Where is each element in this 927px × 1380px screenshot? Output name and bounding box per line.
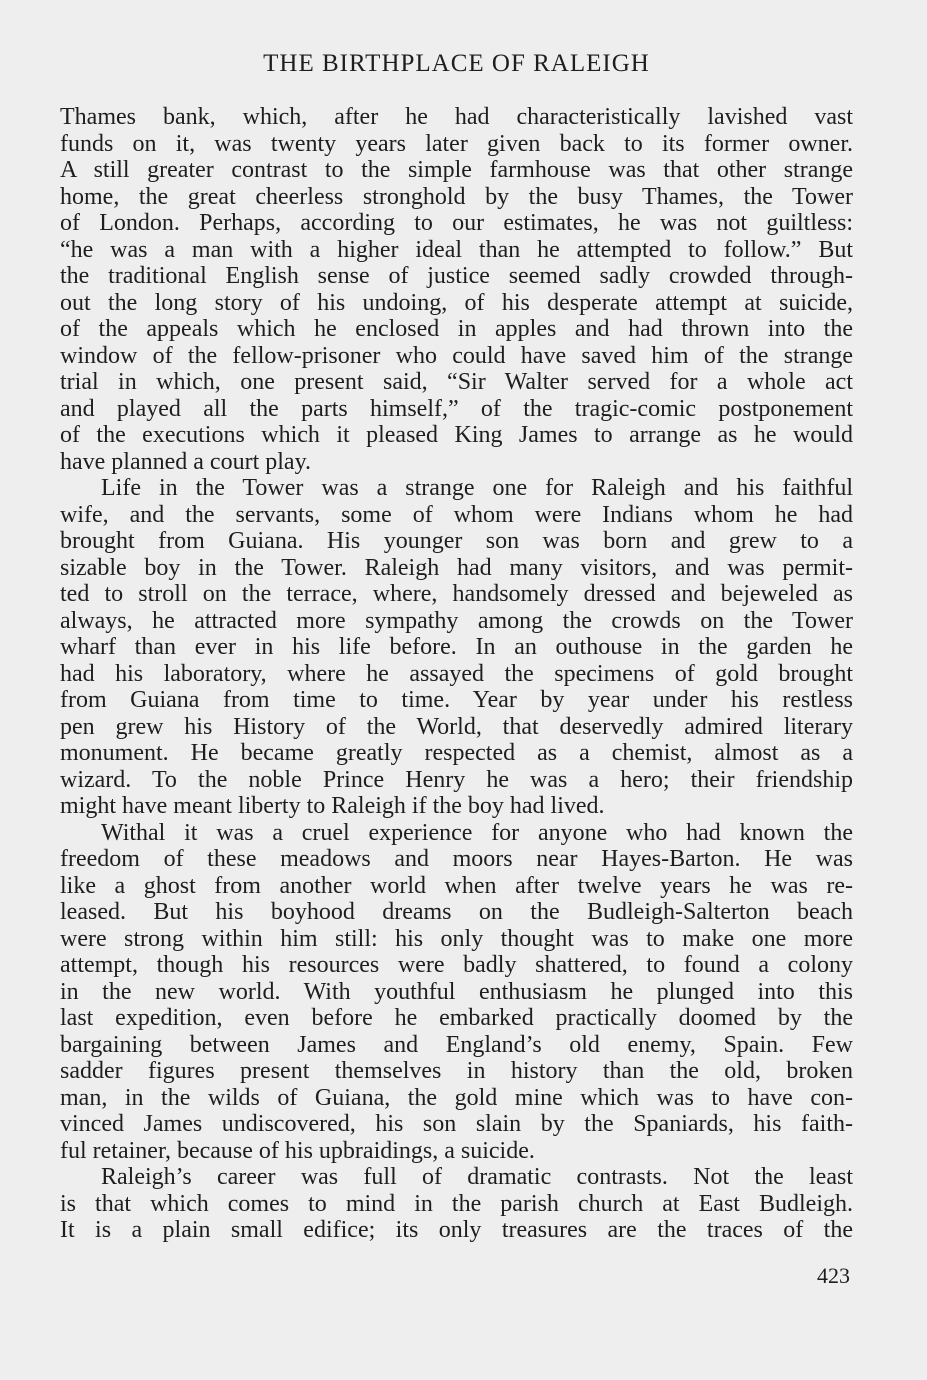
text-line: pen grew his History of the World, that deservedly admired literary xyxy=(60,713,853,740)
text-line: funds on it, was twenty years later given back to its former owner. xyxy=(60,130,853,157)
text-line: like a ghost from another world when after twelve years he was re- xyxy=(60,872,853,899)
text-line: out the long story of his undoing, of his desperate attempt at suicide, xyxy=(60,289,853,316)
text-line: vinced James undiscovered, his son slain by the Spaniards, his faith- xyxy=(60,1111,853,1137)
text-line: of London. Perhaps, according to our estimates, he was not guiltless: xyxy=(60,210,853,236)
text-line: leased. But his boyhood dreams on the Budleigh-Salterton beach xyxy=(60,899,853,925)
text-line: attempt, though his resources were badly shattered, to found a colony xyxy=(60,952,853,978)
text-line: home, the great cheerless stronghold by the busy Thames, the Tower xyxy=(60,183,853,210)
text-line: had his laboratory, where he assayed the specimens of gold brought xyxy=(60,660,853,687)
text-line: of the executions which it pleased King James to arrange as he would xyxy=(60,422,853,448)
text-line: sizable boy in the Tower. Raleigh had many visitors, and was permit- xyxy=(60,554,853,581)
text-line: man, in the wilds of Guiana, the gold mine which was to have con- xyxy=(60,1084,853,1111)
text-line: ful retainer, because of his upbraidings, a suicide. xyxy=(60,1137,535,1164)
text-line: freedom of these meadows and moors near Hayes-Barton. He was xyxy=(60,846,853,872)
text-line: window of the fellow-prisoner who could have saved him of the strange xyxy=(60,342,853,369)
text-line: wife, and the servants, some of whom were Indians whom he had xyxy=(60,501,853,528)
running-title: THE BIRTHPLACE OF RALEIGH xyxy=(263,50,650,77)
text-line: Thames bank, which, after he had characteristically lavished vast xyxy=(60,104,853,130)
text-line: the traditional English sense of justice seemed sadly crowded through- xyxy=(60,263,853,289)
paragraph-1 xyxy=(60,104,853,475)
text-line: Raleigh’s career was full of dramatic contrasts. Not the least xyxy=(101,1164,853,1190)
text-line: trial in which, one present said, “Sir Walter served for a whole act xyxy=(60,369,853,395)
text-line: have planned a court play. xyxy=(60,448,312,475)
text-line: were strong within him still: his only thought was to make one more xyxy=(60,925,853,952)
text-line: is that which comes to mind in the parish church at East Budleigh. xyxy=(60,1190,853,1217)
paragraph-3 xyxy=(60,820,853,1165)
text-line: It is a plain small edifice; its only treasures are the traces of the xyxy=(60,1217,853,1243)
text-line: wharf than ever in his life before. In an outhouse in the garden he xyxy=(60,634,853,660)
text-line: always, he attracted more sympathy among the crowds on the Tower xyxy=(60,607,853,634)
text-line: from Guiana from time to time. Year by year under his restless xyxy=(60,687,853,713)
text-line: of the appeals which he enclosed in apples and had thrown into the xyxy=(60,316,853,342)
text-line: and played all the parts himself,” of the tragic-comic postponement xyxy=(60,395,853,422)
text-line: brought from Guiana. His younger son was born and grew to a xyxy=(60,528,853,554)
text-line: might have meant liberty to Raleigh if the boy had lived. xyxy=(60,793,605,819)
text-line: ted to stroll on the terrace, where, handsomely dressed and bejeweled as xyxy=(60,581,853,607)
text-line: last expedition, even before he embarked practically doomed by the xyxy=(60,1005,853,1031)
text-line: monument. He became greatly respected as a chemist, almost as a xyxy=(60,740,853,766)
text-line: A still greater contrast to the simple farmhouse was that other strange xyxy=(60,157,853,183)
paragraph-2 xyxy=(60,475,853,820)
text-line: wizard. To the noble Prince Henry he was a hero; their friendship xyxy=(60,766,853,793)
text-line: bargaining between James and England’s old enemy, Spain. Few xyxy=(60,1031,853,1058)
page-number: 423 xyxy=(817,1263,850,1288)
text-line: Withal it was a cruel experience for anyone who had known the xyxy=(101,819,853,846)
text-line: sadder figures present themselves in history than the old, broken xyxy=(60,1058,853,1084)
paragraph-4 xyxy=(60,1164,853,1244)
text-line: in the new world. With youthful enthusiasm he plunged into this xyxy=(60,978,853,1005)
body-text xyxy=(60,104,853,1244)
text-line: “he was a man with a higher ideal than he attempted to follow.” But xyxy=(60,236,853,263)
text-line: Life in the Tower was a strange one for Raleigh and his faithful xyxy=(101,475,853,501)
